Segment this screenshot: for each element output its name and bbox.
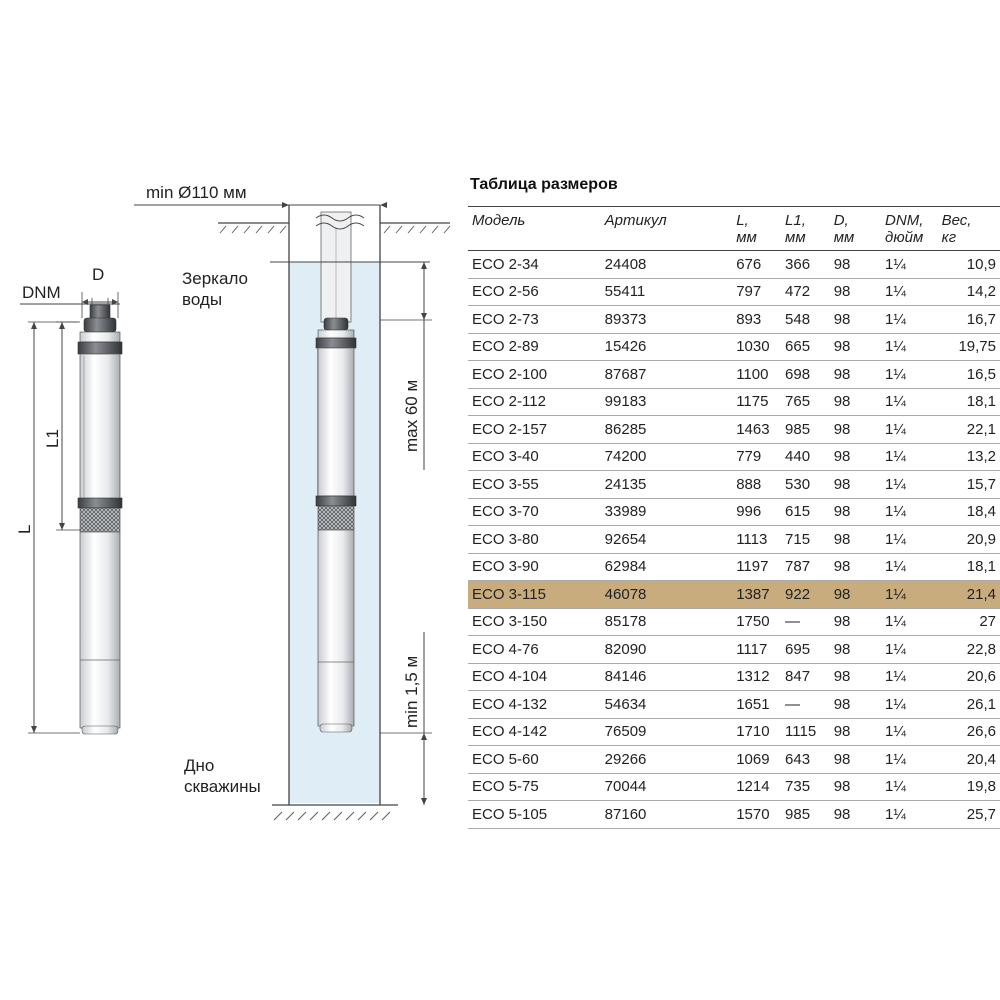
cell-weight: 13,2 [940, 443, 1000, 471]
cell-model: ECO 2-56 [468, 278, 603, 306]
dimension-dnm-label: DNM [22, 283, 61, 302]
table-header-row [468, 207, 1000, 251]
cell-model: ECO 3-70 [468, 498, 603, 526]
cell-model: ECO 2-157 [468, 416, 603, 444]
cell-l: 1710 [734, 718, 783, 746]
cell-model: ECO 2-89 [468, 333, 603, 361]
cell-l: 996 [734, 498, 783, 526]
cell-l1: 665 [783, 333, 832, 361]
cell-l: 1030 [734, 333, 783, 361]
cell-dnm: 1¼ [883, 416, 940, 444]
cell-article: 82090 [603, 636, 735, 664]
cell-l1: 643 [783, 746, 832, 774]
header-model: Модель [472, 212, 526, 229]
cell-l: 797 [734, 278, 783, 306]
cell-d: 98 [832, 251, 883, 279]
cell-article: 29266 [603, 746, 735, 774]
cell-d: 98 [832, 498, 883, 526]
cell-dnm: 1¼ [883, 553, 940, 581]
cell-weight: 21,4 [940, 581, 1000, 609]
cell-weight: 26,6 [940, 718, 1000, 746]
cell-weight: 20,4 [940, 746, 1000, 774]
header-l1: L1, мм [785, 212, 806, 246]
well-pump [316, 318, 356, 732]
cell-dnm: 1¼ [883, 636, 940, 664]
cell-l1: 548 [783, 306, 832, 334]
cell-weight: 19,8 [940, 773, 1000, 801]
cell-model: ECO 2-73 [468, 306, 603, 334]
table-row [468, 278, 1000, 306]
cell-model: ECO 3-55 [468, 471, 603, 499]
cell-dnm: 1¼ [883, 278, 940, 306]
header-d: D, мм [833, 212, 855, 246]
header-article: Артикул [604, 212, 667, 229]
well-diagram [134, 183, 450, 820]
table-row [468, 691, 1000, 719]
cell-article: 76509 [603, 718, 735, 746]
cell-model: ECO 3-40 [468, 443, 603, 471]
cell-l1: 530 [783, 471, 832, 499]
cell-d: 98 [832, 278, 883, 306]
cell-article: 70044 [603, 773, 735, 801]
table-row [468, 498, 1000, 526]
water-mirror-label-1: Зеркало [182, 269, 249, 288]
cell-l1: 440 [783, 443, 832, 471]
cell-dnm: 1¼ [883, 663, 940, 691]
cell-l: 1651 [734, 691, 783, 719]
cell-l: 1069 [734, 746, 783, 774]
cell-weight: 18,1 [940, 553, 1000, 581]
pump-installation-diagram [0, 0, 460, 1000]
water-mirror-label-2: воды [182, 290, 223, 309]
cell-d: 98 [832, 306, 883, 334]
cell-article: 89373 [603, 306, 735, 334]
min-bottom-label: min 1,5 м [402, 655, 421, 728]
cell-article: 15426 [603, 333, 735, 361]
cell-weight: 18,1 [940, 388, 1000, 416]
cell-dnm: 1¼ [883, 498, 940, 526]
min-diameter-label: min Ø110 мм [146, 183, 247, 202]
table-row [468, 526, 1000, 554]
cell-dnm: 1¼ [883, 801, 940, 829]
cell-l: 888 [734, 471, 783, 499]
cell-weight: 22,1 [940, 416, 1000, 444]
table-row [468, 333, 1000, 361]
well-bottom-label-2: скважины [184, 777, 261, 796]
cell-weight: 16,7 [940, 306, 1000, 334]
left-pump-drawing [15, 265, 122, 734]
cell-weight: 18,4 [940, 498, 1000, 526]
table-row [468, 608, 1000, 636]
header-dnm: DNM, дюйм [885, 212, 924, 246]
table-row [468, 443, 1000, 471]
cell-article: 24408 [603, 251, 735, 279]
cell-l1: 366 [783, 251, 832, 279]
cell-article: 33989 [603, 498, 735, 526]
table-row [468, 801, 1000, 829]
cell-weight: 22,8 [940, 636, 1000, 664]
cell-l1: 985 [783, 801, 832, 829]
cell-l1: 695 [783, 636, 832, 664]
table-row-highlighted [468, 581, 1000, 609]
cell-dnm: 1¼ [883, 388, 940, 416]
cell-d: 98 [832, 526, 883, 554]
dimensions-table [468, 206, 1000, 829]
cell-model: ECO 5-60 [468, 746, 603, 774]
table-row [468, 663, 1000, 691]
cell-model: ECO 5-75 [468, 773, 603, 801]
cell-l1: 615 [783, 498, 832, 526]
cell-model: ECO 3-80 [468, 526, 603, 554]
cell-article: 54634 [603, 691, 735, 719]
cell-l1: 715 [783, 526, 832, 554]
cell-d: 98 [832, 636, 883, 664]
cell-l: 1175 [734, 388, 783, 416]
cell-article: 87687 [603, 361, 735, 389]
cell-weight: 16,5 [940, 361, 1000, 389]
cell-dnm: 1¼ [883, 718, 940, 746]
cell-dnm: 1¼ [883, 333, 940, 361]
cell-l: 1463 [734, 416, 783, 444]
cell-l: 1100 [734, 361, 783, 389]
cell-l1: 985 [783, 416, 832, 444]
cell-l: 1214 [734, 773, 783, 801]
cell-weight: 26,1 [940, 691, 1000, 719]
cell-d: 98 [832, 608, 883, 636]
cell-l: 1117 [734, 636, 783, 664]
cell-article: 55411 [603, 278, 735, 306]
table-row [468, 251, 1000, 279]
cell-model: ECO 2-34 [468, 251, 603, 279]
cell-l: 1570 [734, 801, 783, 829]
cell-article: 62984 [603, 553, 735, 581]
table-row [468, 388, 1000, 416]
table-row [468, 746, 1000, 774]
cell-weight: 19,75 [940, 333, 1000, 361]
cell-d: 98 [832, 801, 883, 829]
table-row [468, 471, 1000, 499]
cell-l: 893 [734, 306, 783, 334]
header-l: L, мм [736, 212, 757, 246]
cell-article: 85178 [603, 608, 735, 636]
cell-article: 87160 [603, 801, 735, 829]
cell-model: ECO 3-90 [468, 553, 603, 581]
cell-l1: 735 [783, 773, 832, 801]
cell-model: ECO 3-115 [468, 581, 603, 609]
table-row [468, 553, 1000, 581]
cell-d: 98 [832, 333, 883, 361]
cell-dnm: 1¼ [883, 251, 940, 279]
cell-dnm: 1¼ [883, 306, 940, 334]
max-depth-label: max 60 м [402, 379, 421, 452]
cell-model: ECO 2-112 [468, 388, 603, 416]
cell-article: 92654 [603, 526, 735, 554]
cell-d: 98 [832, 691, 883, 719]
table-row [468, 306, 1000, 334]
cell-l1: 765 [783, 388, 832, 416]
table-row [468, 361, 1000, 389]
cell-weight: 20,6 [940, 663, 1000, 691]
cell-model: ECO 3-150 [468, 608, 603, 636]
cell-d: 98 [832, 471, 883, 499]
cell-d: 98 [832, 663, 883, 691]
cell-weight: 20,9 [940, 526, 1000, 554]
cell-l: 1197 [734, 553, 783, 581]
cell-dnm: 1¼ [883, 581, 940, 609]
well-bottom-label-1: Дно [184, 756, 215, 775]
header-weight: Вес, кг [941, 212, 972, 246]
cell-d: 98 [832, 443, 883, 471]
cell-dnm: 1¼ [883, 608, 940, 636]
cell-model: ECO 5-105 [468, 801, 603, 829]
cell-weight: 10,9 [940, 251, 1000, 279]
cell-l1: 472 [783, 278, 832, 306]
cell-dnm: 1¼ [883, 746, 940, 774]
cell-article: 24135 [603, 471, 735, 499]
cell-model: ECO 4-132 [468, 691, 603, 719]
cell-l1: 787 [783, 553, 832, 581]
cell-weight: 14,2 [940, 278, 1000, 306]
cell-l1: 1115 [783, 718, 832, 746]
cell-l: 1750 [734, 608, 783, 636]
cell-dnm: 1¼ [883, 773, 940, 801]
cell-l1: 698 [783, 361, 832, 389]
cell-d: 98 [832, 746, 883, 774]
table-row [468, 416, 1000, 444]
dimension-d-label: D [92, 265, 105, 284]
cell-d: 98 [832, 581, 883, 609]
cell-l: 1113 [734, 526, 783, 554]
cell-dnm: 1¼ [883, 361, 940, 389]
table-row [468, 773, 1000, 801]
cell-article: 46078 [603, 581, 735, 609]
cell-d: 98 [832, 388, 883, 416]
cell-weight: 27 [940, 608, 1000, 636]
table-body [468, 251, 1000, 829]
cell-d: 98 [832, 718, 883, 746]
cell-l: 1387 [734, 581, 783, 609]
cell-weight: 15,7 [940, 471, 1000, 499]
dimension-l1-label: L1 [43, 429, 62, 448]
cell-l: 779 [734, 443, 783, 471]
table-title: Таблица размеров [470, 176, 618, 193]
cell-d: 98 [832, 553, 883, 581]
cell-dnm: 1¼ [883, 526, 940, 554]
cell-l1: 922 [783, 581, 832, 609]
cell-model: ECO 4-76 [468, 636, 603, 664]
cell-article: 99183 [603, 388, 735, 416]
cell-l1: — [783, 608, 832, 636]
cell-d: 98 [832, 361, 883, 389]
cell-article: 84146 [603, 663, 735, 691]
table-row [468, 718, 1000, 746]
cell-article: 74200 [603, 443, 735, 471]
cell-model: ECO 4-104 [468, 663, 603, 691]
cell-dnm: 1¼ [883, 443, 940, 471]
cell-l: 1312 [734, 663, 783, 691]
cell-model: ECO 4-142 [468, 718, 603, 746]
cell-article: 86285 [603, 416, 735, 444]
cell-d: 98 [832, 773, 883, 801]
table-row [468, 636, 1000, 664]
cell-l: 676 [734, 251, 783, 279]
cell-dnm: 1¼ [883, 691, 940, 719]
cell-d: 98 [832, 416, 883, 444]
cell-l1: 847 [783, 663, 832, 691]
cell-dnm: 1¼ [883, 471, 940, 499]
cell-l1: — [783, 691, 832, 719]
cell-model: ECO 2-100 [468, 361, 603, 389]
dimension-l-label: L [15, 524, 34, 534]
cell-weight: 25,7 [940, 801, 1000, 829]
